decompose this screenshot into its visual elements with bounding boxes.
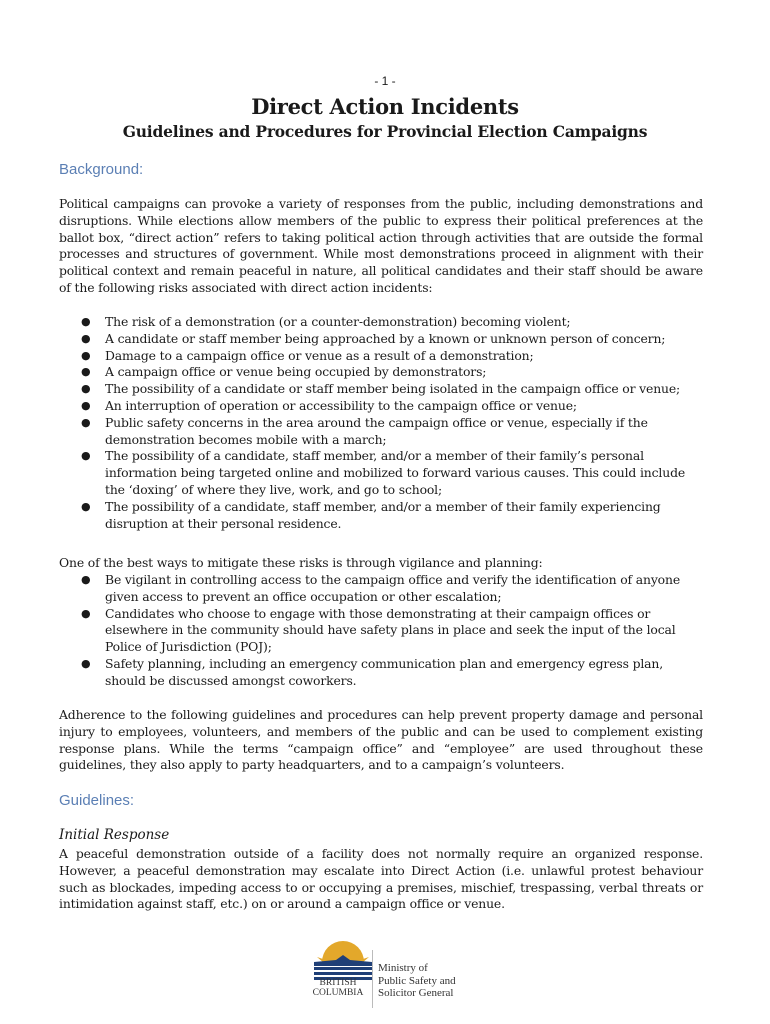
list-item: ● A candidate or staff member being approached by a known or unknown person of concern; — [81, 330, 666, 346]
bullet-icon: ● — [81, 449, 91, 463]
list-item: ● Be vigilant in controlling access to the campaign office and verify the identification of anyone given access to prevent an office occupation or other escalation; — [81, 572, 681, 604]
logo-divider — [372, 950, 373, 1008]
list-item: ● The possibility of a candidate, staff member, and/or a member of their family experiencing disruption at their personal residence. — [81, 498, 661, 531]
ministry-name: Ministry of Public Safety and Solicitor General — [378, 962, 456, 999]
adherence-paragraph: Adherence to the following guidelines and procedures can help prevent property damage and personal injury to employees, volunteers, and members of the public and can be used to complement existing response plans. While the terms “campaign office” and “employee” are used throughout these guidelines, they also apply to party headquarters, and to a campaign’s volunteers. — [59, 707, 703, 773]
bullet-icon: ● — [81, 382, 91, 396]
document-title: Direct Action Incidents — [251, 94, 519, 119]
list-item: ● The risk of a demonstration (or a counter-demonstration) becoming violent; — [81, 314, 571, 329]
bullet-icon: ● — [81, 348, 91, 362]
bc-wordmark: BRITISH COLUMBIA — [312, 978, 364, 998]
background-heading: Background: — [59, 161, 144, 178]
document-subtitle: Guidelines and Procedures for Provincial Election Campaigns — [122, 122, 648, 141]
list-item: ● A campaign office or venue being occupied by demonstrators; — [81, 364, 487, 380]
risk-list — [59, 314, 703, 532]
background-intro: Political campaigns can provoke a variety of responses from the public, including demonstrations and disruptions. While elections allow members of the public to express their political preferences at the ballot box, “direct action” refers to taking political action through activities that are outside the formal processes and structures of government. While most demonstrations proceed in alignment with their political context and remain peaceful in nature, all political candidates and their staff should be aware of the following risks associated with direct action incidents: — [59, 196, 703, 295]
ministry-logo — [300, 938, 480, 1018]
bullet-icon: ● — [81, 331, 91, 345]
bullet-icon: ● — [81, 499, 91, 513]
list-item: ● The possibility of a candidate or staff member being isolated in the campaign office or venue; — [81, 381, 681, 397]
list-item: ● The possibility of a candidate, staff member, and/or a member of their family’s personal information being targeted online and mobilized to forward various causes. This could include the ‘doxing’ of where they live, work, and go to school; — [81, 448, 686, 497]
page-number: - 1 - — [374, 74, 396, 88]
bullet-icon: ● — [81, 415, 91, 429]
list-item: ● Candidates who choose to engage with those demonstrating at their campaign offices or elsewhere in the community should have safety plans in place and seek the input of the local Police of Jurisdiction (POJ); — [81, 605, 676, 655]
list-item: ● Safety planning, including an emergency communication plan and emergency egress plan, should be discussed amongst coworkers. — [81, 655, 664, 688]
initial-response-heading: Initial Response — [59, 827, 170, 843]
guidelines-heading: Guidelines: — [59, 792, 135, 809]
bullet-icon: ● — [81, 656, 91, 670]
bullet-icon: ● — [81, 573, 91, 586]
bullet-icon: ● — [81, 606, 91, 620]
bc-sun-icon — [308, 940, 378, 982]
list-item: ● Damage to a campaign office or venue as a result of a demonstration; — [81, 347, 534, 363]
mitigation-intro: One of the best ways to mitigate these risks is through vigilance and planning: — [59, 555, 543, 570]
list-item: ● Public safety concerns in the area around the campaign office or venue, especially if the demonstration becomes mobile with a march; — [81, 414, 648, 447]
list-item: ● An interruption of operation or accessibility to the campaign office or venue; — [81, 397, 577, 413]
initial-response-text: A peaceful demonstration outside of a facility does not normally require an organized response. However, a peaceful demonstration may escalate into Direct Action (i.e. unlawful protest behaviour such as blockades, impeding access to or occupying a premises, mischief, trespassing, verbal threats or intimidation against staff, etc.) on or around a campaign office or venue. — [59, 846, 703, 912]
bullet-icon: ● — [81, 398, 91, 412]
bullet-icon: ● — [81, 315, 91, 328]
mitigation-list — [59, 572, 703, 690]
bullet-icon: ● — [81, 365, 91, 379]
